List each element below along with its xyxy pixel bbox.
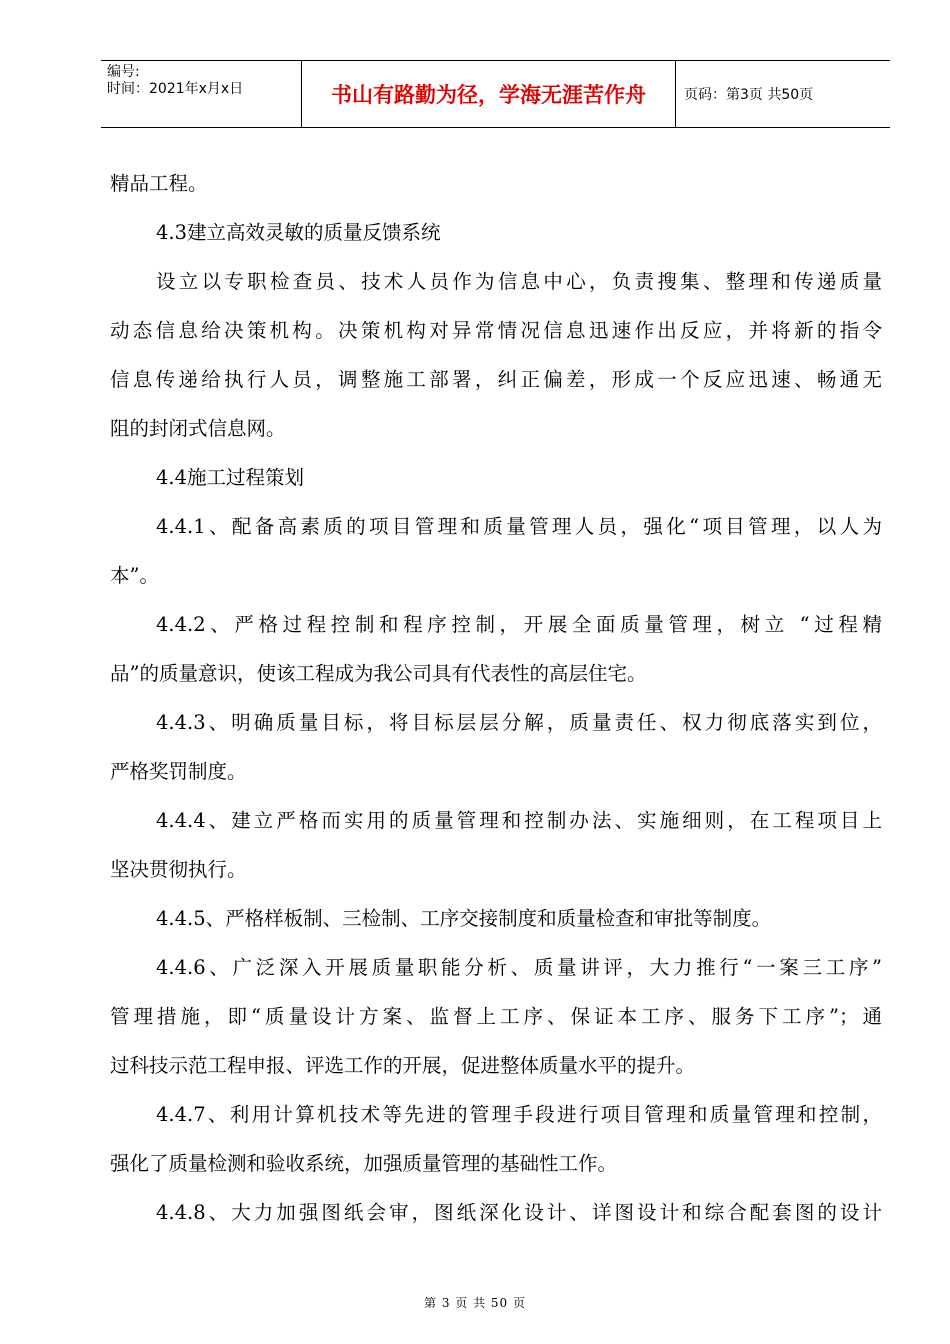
- body-line: 4.4.4、建立严格而实用的质量管理和控制办法、实施细则，在工程项目上: [156, 809, 882, 832]
- body-line: 4.4.3、明确质量目标，将目标层层分解，质量责任、权力彻底落实到位，: [156, 711, 882, 734]
- body-line: 管理措施，即“质量设计方案、监督上工序、保证本工序、服务下工序”；通: [110, 1005, 882, 1028]
- body-line: 4.4.1、配备高素质的项目管理和质量管理人员，强化“项目管理，以人为: [156, 515, 882, 538]
- header-motto: 书山有路勤为径，学海无涯苦作舟: [331, 83, 646, 107]
- body-line: 过科技示范工程申报、评选工作的开展，促进整体质量水平的提升。: [110, 1054, 696, 1077]
- page-header: [101, 60, 890, 128]
- body-line: 严格奖罚制度。: [110, 760, 247, 783]
- section-heading: 4.3建立高效灵敏的质量反馈系统: [156, 221, 441, 244]
- header-meta: [107, 64, 243, 98]
- header-divider-right: [675, 61, 676, 127]
- body-line: 4.4.7、利用计算机技术等先进的管理手段进行项目管理和质量管理和控制，: [156, 1103, 882, 1126]
- body-line: 本”。: [110, 564, 159, 587]
- body-line: 动态信息给决策机构。决策机构对异常情况信息迅速作出反应，并将新的指令: [110, 319, 882, 342]
- document-number-label: 编号:: [107, 64, 140, 80]
- body-line: 精品工程。: [110, 172, 208, 195]
- header-page-info: 页码：第3页 共50页: [684, 87, 814, 103]
- document-time: 时间：2021年x月x日: [107, 81, 244, 97]
- body-line: 4.4.5、严格样板制、三检制、工序交接制度和质量检查和审批等制度。: [156, 907, 772, 930]
- body-line: 坚决贯彻执行。: [110, 858, 247, 881]
- section-heading: 4.4施工过程策划: [156, 466, 305, 489]
- body-line: 4.4.8、大力加强图纸会审，图纸深化设计、详图设计和综合配套图的设计: [156, 1201, 882, 1224]
- body-line: 设立以专职检查员、技术人员作为信息中心，负责搜集、整理和传递质量: [156, 270, 882, 293]
- page-footer: 第 3 页 共 50 页: [424, 1296, 526, 1310]
- body-line: 4.4.6、广泛深入开展质量职能分析、质量讲评，大力推行“一案三工序”: [156, 956, 882, 979]
- body-line: 品”的质量意识，使该工程成为我公司具有代表性的高层住宅。: [110, 662, 647, 685]
- body-line: 信息传递给执行人员，调整施工部署，纠正偏差，形成一个反应迅速、畅通无: [110, 368, 882, 391]
- body-line: 强化了质量检测和验收系统，加强质量管理的基础性工作。: [110, 1152, 618, 1175]
- body-line: 阻的封闭式信息网。: [110, 417, 286, 440]
- body-line: 4.4.2、严格过程控制和程序控制，开展全面质量管理，树立 “过程精: [156, 613, 882, 636]
